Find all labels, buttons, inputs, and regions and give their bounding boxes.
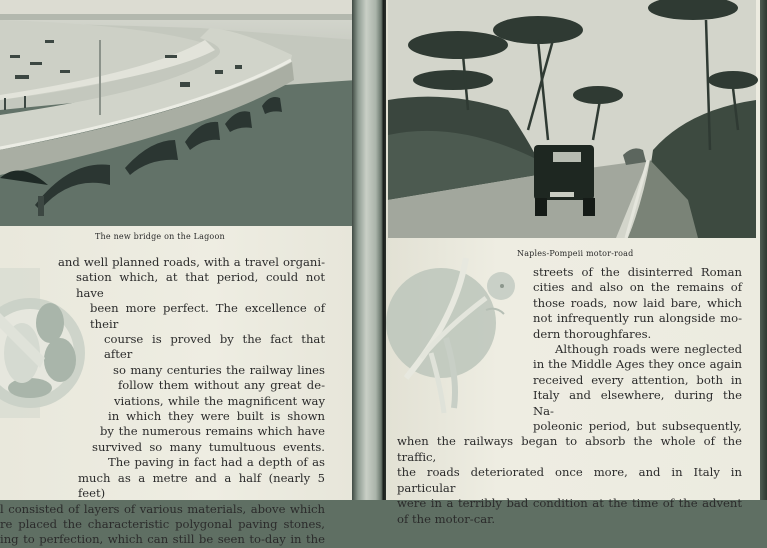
text-line: re placed the characteristic polygonal paving stones, <box>0 516 325 531</box>
text-line: poleonic period, but subsequently, <box>533 419 742 434</box>
right-page <box>386 0 760 526</box>
text-line: the roads deteriorated once more, and in Italy in particular <box>397 465 742 495</box>
book-spine <box>352 0 386 500</box>
text-line: survived so many tumultuous events. <box>92 439 325 454</box>
text-line: Although roads were neglected <box>555 342 742 357</box>
text-line: l consisted of layers of various materials, above which <box>0 501 325 516</box>
right-page-body-text <box>397 265 749 527</box>
text-line: viations, while the magnificent way <box>114 393 325 408</box>
text-line: when the railways began to absorb the whole of the traffic, <box>397 434 742 464</box>
text-line: not infrequently run alongside mo- <box>533 311 742 326</box>
text-line: by the numerous remains which have <box>100 424 325 439</box>
text-line: in the Middle Ages they once again <box>533 357 742 372</box>
text-line: sation which, at that period, could not have <box>76 270 325 300</box>
left-page <box>0 0 352 547</box>
text-line: ing to perfection, which can still be seen to-day in the <box>0 532 325 547</box>
text-line: so many centuries the railway lines <box>113 362 325 377</box>
road-photo <box>388 0 756 238</box>
text-line: in which they were built is shown <box>108 409 325 424</box>
text-line: dern thoroughfares. <box>533 326 652 341</box>
photo-caption: The new bridge on the Lagoon <box>95 232 225 241</box>
text-line: course is proved by the fact that after <box>104 332 325 362</box>
text-line: much as a metre and a half (nearly 5 feet) <box>78 470 325 501</box>
road-illustration <box>388 0 756 238</box>
text-line: of the motor-car. <box>397 511 496 526</box>
text-line: The paving in fact had a depth of as <box>108 455 325 470</box>
text-line: follow them without any great de- <box>118 378 325 393</box>
text-line: received every attention, both in <box>533 372 742 387</box>
text-line: and well planned roads, with a travel organi- <box>58 255 325 269</box>
text-line: Italy and elsewhere, during the Na- <box>533 388 742 418</box>
bridge-illustration <box>0 0 357 226</box>
text-line: streets of the disinterred Roman <box>533 265 742 279</box>
text-line: cities and also on the remains of <box>533 280 742 295</box>
left-page-body-text <box>0 255 325 548</box>
photo-caption: Naples-Pompeii motor-road <box>517 249 634 258</box>
bridge-photo <box>0 0 357 226</box>
text-line: been more perfect. The excellence of their <box>90 301 325 331</box>
text-line: those roads, now laid bare, which <box>533 295 742 310</box>
text-line: were in a terribly bad condition at the time of the advent <box>397 496 742 511</box>
book-cover-edge <box>760 0 767 500</box>
